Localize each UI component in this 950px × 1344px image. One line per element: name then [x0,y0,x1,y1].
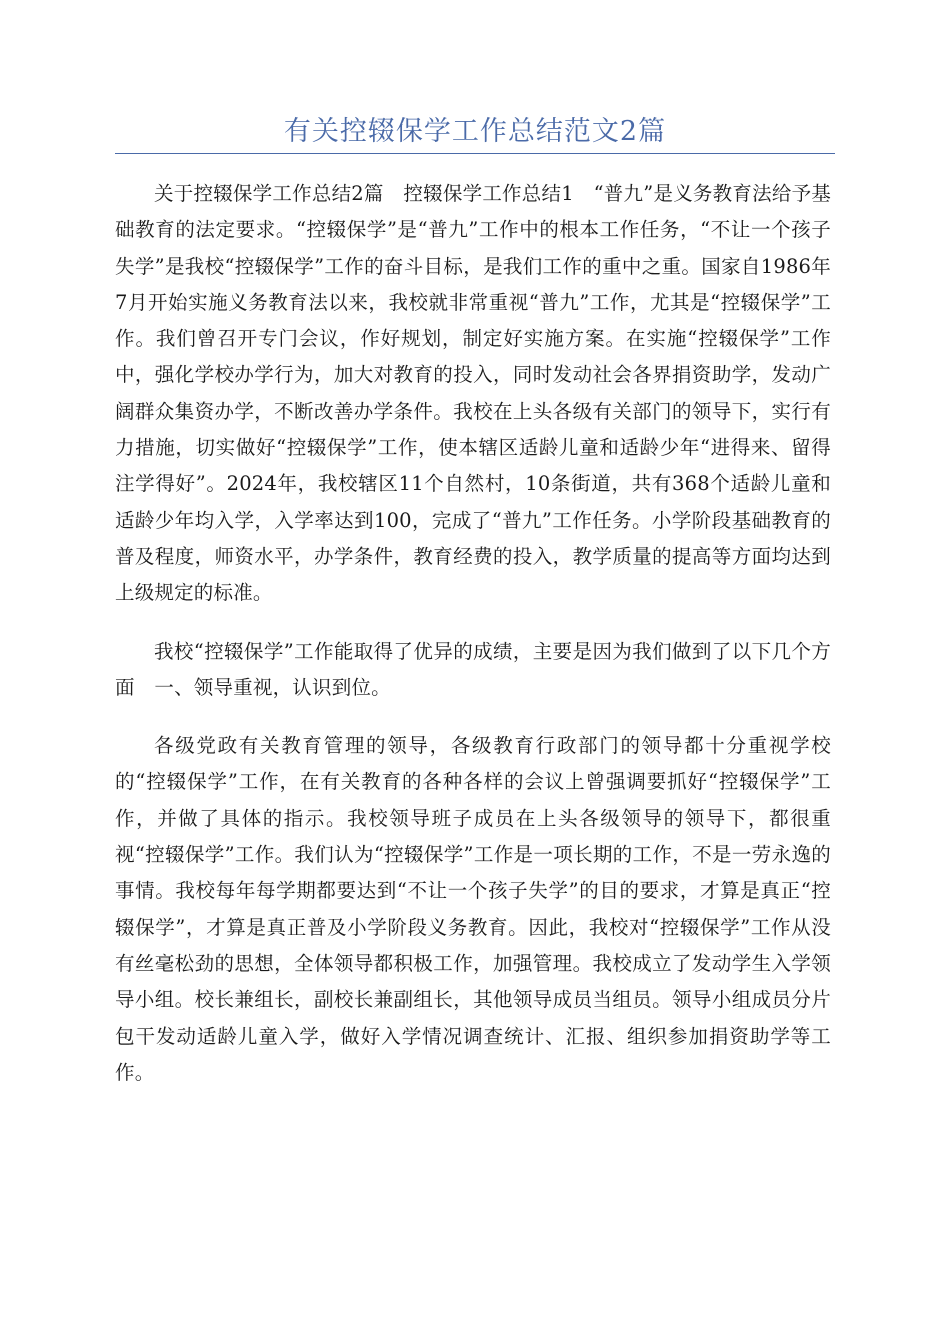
paragraph-1: 关于控辍保学工作总结2篇 控辍保学工作总结1 “普九”是义务教育法给予基础教育的法定要求。“控辍保学”是“普九”工作中的根本工作任务，“不让一个孩子失学”是我校“控辍保学”工作的奋斗目标，是我们工作的重中之重。国家自1986年7月开始实施义务教育法以来，我校就非常重视“普九”工作，尤其是“控辍保学”工作。我们曾召开专门会议，作好规划，制定好实施方案。在实施“控辍保学”工作中，强化学校办学行为，加大对教育的投入，同时发动社会各界捐资助学，发动广阔群众集资办学，不断改善办学条件。我校在上头各级有关部门的领导下，实行有力措施，切实做好“控辍保学”工作，使本辖区适龄儿童和适龄少年“进得来、留得注学得好”。2024年，我校辖区11个自然村，10条街道，共有368个适龄儿童和适龄少年均入学，入学率达到100，完成了“普九”工作任务。小学阶段基础教育的普及程度，师资水平，办学条件，教育经费的投入，教学质量的提高等方面均达到上级规定的标准。 [115,182,831,605]
document-body [115,176,831,1113]
title-underline [115,153,835,154]
paragraph-2: 我校“控辍保学”工作能取得了优异的成绩，主要是因为我们做到了以下几个方面 一、领导重视，认识到位。 [115,639,831,699]
document-title: 有关控辍保学工作总结范文2篇 [283,116,667,147]
paragraph-3: 各级党政有关教育管理的领导，各级教育行政部门的领导都十分重视学校的“控辍保学”工作，在有关教育的各种各样的会议上曾强调要抓好“控辍保学”工作，并做了具体的指示。我校领导班子成员在上头各级领导的领导下，都很重视“控辍保学”工作。我们认为“控辍保学”工作是一项长期的工作，不是一劳永逸的事情。我校每年每学期都要达到“不让一个孩子失学”的目的要求，才算是真正“控辍保学”，才算是真正普及小学阶段义务教育。因此，我校对“控辍保学”工作从没有丝毫松劲的思想，全体领导都积极工作，加强管理。我校成立了发动学生入学领导小组。校长兼组长，副校长兼副组长，其他领导成员当组员。领导小组成员分片包干发动适龄儿童入学，做好入学情况调查统计、汇报、组织参加捐资助学等工作。 [115,734,831,1084]
